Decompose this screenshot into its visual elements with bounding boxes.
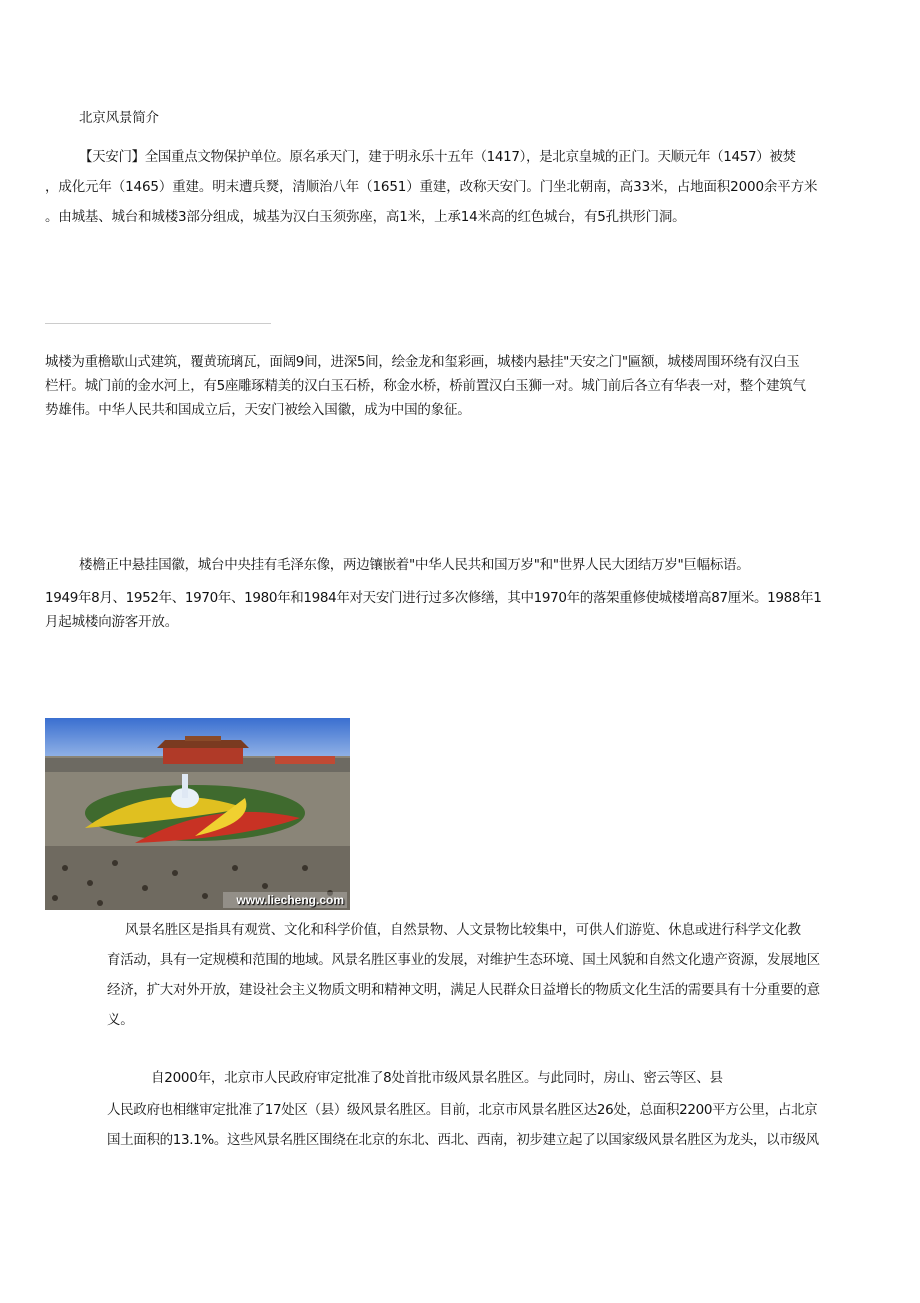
- text-line: 。由城基、城台和城楼3部分组成，城基为汉白玉须弥座，高1米，上承14米高的红色城台，有5孔拱形门洞。: [45, 209, 686, 225]
- text-line: ，成化元年（1465）重建。明末遭兵燹，清顺治八年（1651）重建，改称天安门。门坐北朝南，高33米，占地面积2000余平方米: [45, 179, 818, 195]
- text-line: 【天安门】全国重点文物保护单位。原名承天门，建于明永乐十五年（1417），是北京皇城的正门。天顺元年（1457）被焚: [79, 149, 796, 165]
- text-line: 经济，扩大对外开放，建设社会主义物质文明和精神文明，满足人民群众日益增长的物质文化生活的需要具有十分重要的意: [107, 982, 820, 998]
- text-line: 风景名胜区是指具有观赏、文化和科学价值，自然景物、人文景物比较集中，可供人们游览、休息或进行科学文化教: [125, 922, 801, 938]
- text-line: 人民政府也相继审定批准了17处区（县）级风景名胜区。目前，北京市风景名胜区达26处，总面积2200平方公里，占北京: [107, 1102, 818, 1118]
- text-line: 势雄伟。中华人民共和国成立后，天安门被绘入国徽，成为中国的象征。: [45, 402, 471, 418]
- tiananmen-square-photo: [45, 718, 350, 910]
- paragraph-emblem: 楼檐正中悬挂国徽，城台中央挂有毛泽东像，两边镶嵌着"中华人民共和国万岁"和"世界人民大团结万岁"巨幅标语。: [79, 557, 750, 573]
- photo-watermark: www.liecheng.com: [236, 893, 344, 907]
- divider: [45, 323, 271, 324]
- text-line: 育活动，具有一定规模和范围的地域。风景名胜区事业的发展，对维护生态环境、国土风貌和自然文化遗产资源，发展地区: [107, 952, 820, 968]
- text-line: 国土面积的13.1%。这些风景名胜区围绕在北京的东北、西北、西南，初步建立起了以国家级风景名胜区为龙头，以市级风: [107, 1132, 819, 1148]
- text-line: 义。: [107, 1012, 134, 1028]
- text-line: 栏杆。城门前的金水河上，有5座雕琢精美的汉白玉石桥，称金水桥，桥前置汉白玉狮一对。城门前后各立有华表一对，整个建筑气: [45, 378, 806, 394]
- text-line: 月起城楼向游客开放。: [45, 614, 178, 630]
- text-line: 城楼为重檐歇山式建筑，覆黄琉璃瓦，面阔9间，进深5间，绘金龙和玺彩画，城楼内悬挂"天安之门"匾额，城楼周围环绕有汉白玉: [45, 354, 800, 370]
- document-title: 北京风景简介: [79, 110, 159, 126]
- text-line: 自2000年，北京市人民政府审定批准了8处首批市级风景名胜区。与此同时，房山、密云等区、县: [151, 1070, 723, 1086]
- text-line: 1949年8月、1952年、1970年、1980年和1984年对天安门进行过多次修缮，其中1970年的落架重修使城楼增高87厘米。1988年1: [45, 590, 822, 606]
